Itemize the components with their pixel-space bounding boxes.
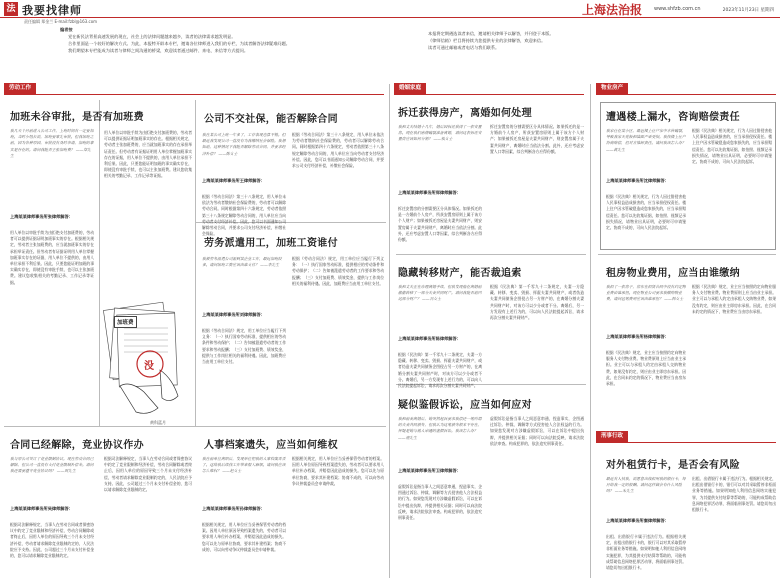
article-title: 劳务派遣用工，加班工资谁付 — [204, 238, 338, 249]
article-question: 我在某公司上班一年多了，工作表现也算不错。但最近我发现公司一直没有为我缴纳社会保险。我想知道，这种情况下我能否解除劳动合同，并要求经济补偿？ ——陈女士 — [202, 132, 286, 156]
article-answerer: 上海某某律师事务所卫律师解答： — [398, 468, 461, 473]
divider — [394, 94, 584, 95]
article-answer-cont: 根据《民法典》规定，业主应当按照约定向物业服务人支付物业费。物业费原则上应当由业主承担。业主可以与承租人约定由承租人交纳物业费，如果没有约定，则应由业主即房东承担。因此，在合同未约定的情况下，物业费应当由房东承担。 — [692, 284, 776, 314]
article-title: 隐藏转移财产，能否裁追索 — [398, 268, 522, 279]
article-title: 加班未谷审批，是否有加班费 — [10, 112, 144, 123]
article-answer-cont: 根据《劳动合同法》规定，用工单位应当履行下列义务：（一）执行国家劳动标准，提供相应的劳动条件和劳动保护；（二）告知被派遣劳动者的工作要求和劳动报酬；（三）支付加班费、绩效奖金，提供与工作岗位相关的福利待遇。因此，加班费应当由用工单位支付。 — [292, 256, 384, 286]
article-answer: 根据司法解释规定，当事人在劳动合同或者保密协议中约定了竞业限制和经济补偿，劳动合同解除或者终止后，因用人单位的原因导致三个月未支付经济补偿，劳动者请求解除竞业限制约定的，人民法院应予支持。因此，公司超过三个月未支付补偿金的，您可以请求解除竞业限制约定。 — [10, 522, 94, 559]
divider — [596, 442, 776, 443]
editor-note-para: 党在新民法背景高速发展的现在，社会上的法律问题越来越多，读者的法律需求越发明显。 — [68, 34, 236, 39]
column-rule — [389, 84, 390, 578]
row-rule — [396, 254, 586, 255]
editor-note-para: 读者可通过邮箱或者电话与我们联系。 — [428, 45, 500, 50]
editor-line: 责任编辑 郑金兰 E-mail:fzbl@163.com — [24, 19, 98, 24]
article-answer: 根据《民法典》相关规定，行为人因过错侵害他人民事权益造成损害的，应当承担侵权责任。楼上住户因水管破裂造成您家损失的，应当承担赔偿责任。您可以先收集证据，如拍照、视频记录损失情况，请物业出具证明，必要时可申请鉴定。协商不成的，可向人民法院起诉。 — [606, 194, 686, 231]
article-answer-cont: 根据相关规定，用人单位应当妥善保管劳动者的档案。因用人单位原因导致档案遗失的，劳动者可以要求用人单位补办档案，并赔偿因此造成的损失。您可以先与原单位协商，要求其补建档案；协商不成的，可以向劳动争议仲裁委员会申请仲裁。 — [292, 456, 384, 486]
article-answer-cont: 虚假诉讼是指当事人之间恶意串通，捏造事实，企图通过诉讼、仲裁、调解等方式侵害他人合法权益的行为。如果您发现对方涉嫌虚假诉讼，可以在诉讼中提出抗辩，并提供相关证据；同时可以向法院反映，请求法院依法审查。构成犯罪的，依法追究刑事责任。 — [490, 416, 584, 446]
article-title: 租房物业费用，应当由谁缴纳 — [606, 268, 740, 279]
article-answer: 根据《劳动合同法》规定，用工单位应当履行下列义务：（一）执行国家劳动标准，提供相应的劳动条件和劳动保护；（二）告知被派遣劳动者的工作要求和劳动报酬；（三）支付加班费、绩效奖金，提供与工作岗位相关的福利待遇。因此，加班费应当由用工单位支付。 — [202, 328, 286, 365]
newspaper-logo-icon: 法 — [4, 2, 18, 16]
article-answer: 虚假诉讼是指当事人之间恶意串通，捏造事实，企图通过诉讼、仲裁、调解等方式侵害他人合法权益的行为。如果您发现对方涉嫌虚假诉讼，可以在诉讼中提出抗辩，并提供相关证据；同时可以向法院反映，请求法院依法审查。构成犯罪的，依法追究刑事责任。 — [398, 484, 482, 521]
divider — [596, 94, 776, 95]
article-answerer: 上海某某律师事务所郑律师解答： — [398, 190, 461, 195]
folder-label: 加班费 — [114, 316, 137, 328]
tag-criminal: 刑事行政 — [596, 431, 628, 442]
article-answer-cont: 根据《民法典》第一千零九十二条规定，夫妻一方隐藏、转移、变卖、毁损、挥霍夫妻共同财产，或者伪造夫妻共同债务企图侵占另一方财产的，在离婚分割夫妻共同财产时，对该方可以少分或者不分。离婚后，另一方发现有上述行为的，可以向人民法院提起诉讼，请求再次分割夫妻共同财产。 — [490, 284, 584, 321]
article-answerer: 上海某某律师事务所沈律师解答： — [606, 178, 669, 183]
article-question: 我与原公司签订了竞业限制协议。现在劳动合同已解除，但公司一直没有支付竞业限制补偿金。请问我还需要遵守竞业协议吗？ ——周先生 — [10, 456, 94, 474]
tag-marriage: 婚姻家庭 — [394, 83, 426, 94]
article-question: 我和前妻离婚后，她突然起诉要求我偿还一笔所谓的夫妻共同债务，但我认为这笔债务根本不存在，怀疑是她与他人串通的虚假诉讼。我该怎么办？ ——褚先生 — [398, 416, 482, 440]
article-answer: 根据《民法典》规定，业主应当按照约定向物业服务人支付物业费。物业费原则上应当由业主承担。业主可以与承租人约定由承租人交纳物业费，如果没有约定，则应由业主即房东承担。因此，在合同未约定的情况下，物业费应当由房东承担。 — [606, 350, 686, 387]
article-answer-cont: 用人单位以审批手续为由拒绝支付加班费的，劳动者可以提供证据证明加班事实的存在。根据相关规定，劳动者主张加班费的，应当就加班事实的存在承担举证责任。但劳动者有证据证明用人单位掌握加班事实存在的证据，用人单位不提供的，由用人单位承担不利后果。因此，只要您能证明加班的事实确实存在，即使没有审批手续，也可以主张加班费。建议您收集相关的考勤记录、工作记录等证据。 — [104, 130, 192, 179]
article-answer-cont: 根据《民法典》相关规定，行为人因过错侵害他人民事权益造成损害的，应当承担侵权责任。楼上住户因水管破裂造成您家损失的，应当承担赔偿责任。您可以先收集证据，如拍照、视频记录损失情况，请物业出具证明，必要时可申请鉴定。协商不成的，可向人民法院起诉。 — [692, 128, 772, 165]
article-answer: 根据相关规定，用人单位应当妥善保管劳动者的档案。因用人单位原因导致档案遗失的，劳动者可以要求用人单位补办档案，并赔偿因此造成的损失。您可以先与原单位协商，要求其补建档案；协商不成的，可以向劳动争议仲裁委员会申请仲裁。 — [202, 522, 286, 552]
newspaper-url[interactable]: www.shfzb.com.cn — [654, 6, 701, 12]
editor-note-para: 合作里面是一个较好的解决方式。为此，本报特开辟本专栏，邀请各位律师进入我们的专栏，为读者解答法律疑难问题。 — [68, 41, 290, 46]
masthead — [0, 0, 780, 18]
article-title: 人事档案遗失，应当如何维权 — [204, 440, 338, 451]
tag-labor: 劳动工作 — [4, 83, 36, 94]
article-title: 疑似鉴假诉讼，应当如何应对 — [398, 400, 532, 411]
newspaper-name: 上海法治报 — [582, 3, 643, 17]
editor-note-para: 我们期望本专栏能成为读者与律师之间沟通的桥梁，欢迎读者通过邮件、来电、来信等方式提问。 — [68, 48, 249, 53]
tag-property: 物业房产 — [596, 83, 628, 94]
column-rule — [590, 84, 591, 578]
article-title: 合同已经解除，竞业协议作办 — [10, 440, 144, 451]
article-title: 拆迁获得房产，离婚如何处理 — [398, 108, 532, 119]
row-rule — [4, 426, 386, 427]
overtime-pay-illustration — [100, 300, 190, 422]
article-answerer: 上海某某律师事务所陈律师解答： — [398, 336, 461, 341]
article-answer: 根据《民法典》第一千零九十二条规定，夫妻一方隐藏、转移、变卖、毁损、挥霍夫妻共同财产，或者伪造夫妻共同债务企图侵占另一方财产的，在离婚分割夫妻共同财产时，对该方可以少分或者不分。离婚后，另一方发现有上述行为的，可以向人民法院提起诉讼，请求再次分割夫妻共同财产。 — [398, 352, 482, 389]
illustration-credit: 黄科蓝月 — [150, 420, 166, 425]
article-answerer: 上海某某律师事务所吴律师解答： — [10, 506, 73, 511]
divider — [4, 94, 384, 95]
article-question: 最近有人找我，说愿意出钱租用我的银行卡，每月给我一定的报酬。请问这样做会有什么风险吗？ ——朱先生 — [606, 476, 686, 494]
article-answer-cont: 拆迁安置房的分割需要区分具体情况。如果拆迁的是一方婚前个人房产，所获安置房原则上属于该方个人财产；如果被拆迁房屋是夫妻共同财产，则安置房属于夫妻共同财产，离婚时应当依法分割。此外，还应考虑安置人口等因素，综合判断各方应得份额。 — [490, 124, 584, 154]
section-title: 我要找律师 — [22, 4, 82, 17]
article-answer: 出租、出借银行卡属于违法行为。根据相关规定，出租出借银行卡的，银行可以对其采取暂停非柜面业务等措施。如果明知他人利用信息网络实施犯罪，为其提供支付结算等帮助的，可能构成帮助信息网络犯罪活动罪，将面临刑事处罚。请您切勿出租银行卡。 — [606, 534, 686, 571]
article-question: 我被劳务派遣公司派到某企业工作，最近加班较多。请问加班工资应该由谁支付？ ——李先生 — [202, 256, 282, 268]
article-question: 我租了一套房子，房东在租赁合同中没有约定物业费由谁承担。现在物业公司要求我缴纳物业费，请问这笔费用应该由谁承担？ ——韩女士 — [606, 284, 686, 302]
editor-note-para: 《律师信箱》栏目将持续为您提供专业的法律解答，欢迎来信。 — [428, 38, 546, 43]
article-answer-cont: 根据司法解释规定，当事人在劳动合同或者保密协议中约定了竞业限制和经济补偿，劳动合同解除或者终止后，因用人单位的原因导致三个月未支付经济补偿，劳动者请求解除竞业限制约定的，人民法院应予支持。因此，公司超过三个月未支付补偿金的，您可以请求解除竞业限制约定。 — [104, 456, 192, 493]
article-question: 我家住在某小区，最近楼上住户家中水管破裂，导致我家天花板和墙面严重受损。我找楼上住户协商赔偿，但对方推卸责任。请问我该怎么办？ ——蒋先生 — [606, 128, 686, 152]
article-title: 公司不交社保，能否解除合同 — [204, 114, 338, 125]
article-question: 我在前单位离职后，发现单位把我的人事档案弄丢了。这给我后续找工作带来很大麻烦。请问我应该怎么维权？ ——赵女士 — [202, 456, 286, 474]
article-question: 我和丈夫结婚十几年，婚后因拆迁获得了一套安置房。现在我们感情破裂准备离婚，请问这套拆迁安置房应该如何分割？ ——钱女士 — [398, 124, 482, 142]
article-answer: 拆迁安置房的分割需要区分具体情况。如果拆迁的是一方婚前个人房产，所获安置房原则上属于该方个人财产；如果被拆迁房屋是夫妻共同财产，则安置房属于夫妻共同财产，离婚时应当依法分割。此外，还应考虑安置人口等因素，综合判断各方应得份额。 — [398, 206, 482, 243]
article-answerer: 上海某某律师事务所张律师解答： — [10, 214, 73, 219]
article-answerer: 上海某某律师事务所秦律师解答： — [606, 518, 669, 523]
article-title: 遭遇楼上漏水，咨询赔偿责任 — [606, 112, 740, 123]
editor-note-para: 本报将定期遴选读者来信，邀请相关律师予以解答，并刊登于本版。 — [428, 31, 554, 36]
article-answer-cont: 根据《劳动合同法》第三十八条规定，用人单位未依法为劳动者缴纳社会保险费的，劳动者可以解除劳动合同。同时根据第四十六条规定，劳动者依照第三十八条规定解除劳动合同的，用人单位应当向劳动者支付经济补偿。因此，您可以书面通知公司解除劳动合同，并要求公司支付经济补偿，补缴社会保险。 — [292, 132, 384, 169]
article-title: 对外租赁行卡，是否会有风险 — [606, 460, 740, 471]
article-answerer: 上海某某律师事务所刘律师解答： — [202, 312, 265, 317]
issue-date: 2023年11月23日 星期四 — [722, 8, 774, 13]
article-answerer: 上海某某律师事务所杨律师解答： — [606, 334, 669, 339]
article-question: 我和丈夫正在办理离婚手续，但我发现他在离婚前偷偷转移了一部分夫妻共同财产。请问我能否追回这部分财产？ ——冯女士 — [398, 284, 482, 302]
column-rule — [195, 100, 196, 426]
article-answerer: 上海某某律师事务所孙律师解答： — [202, 506, 265, 511]
article-question: 我几天个月前进入公司工作，上班时间有一定要加班。当时小组长说，加班要事先审批。但我加班之前，因为各种原因，审批没有及时申请，加班的事实是存在的。请问我能否主张加班费？ ——郑先生 — [10, 128, 94, 158]
editor-note — [60, 26, 360, 54]
stamp-mark: 没 — [144, 361, 154, 372]
article-answer-cont: 出租、出借银行卡属于违法行为。根据相关规定，出租出借银行卡的，银行可以对其采取暂停非柜面业务等措施。如果明知他人利用信息网络实施犯罪，为其提供支付结算等帮助的，可能构成帮助信息网络犯罪活动罪，将面临刑事处罚。请您切勿出租银行卡。 — [692, 476, 776, 513]
editor-note-right — [420, 30, 740, 51]
article-answer: 用人单位以审批手续为由拒绝支付加班费的，劳动者可以提供证据证明加班事实的存在。根据相关规定，劳动者主张加班费的，应当就加班事实的存在承担举证责任。但劳动者有证据证明用人单位掌握加班事实存在的证据，用人单位不提供的，由用人单位承担不利后果。因此，只要您能证明加班的事实确实存在，即使没有审批手续，也可以主张加班费。建议您收集相关的考勤记录、工作记录等证据。 — [10, 230, 94, 285]
article-answerer: 上海某某律师事务所王律师解答： — [202, 178, 265, 183]
editor-note-title: 编者按 — [60, 27, 73, 32]
row-rule — [598, 254, 776, 255]
article-answer: 根据《劳动合同法》第三十八条规定，用人单位未依法为劳动者缴纳社会保险费的，劳动者可以解除劳动合同。同时根据第四十六条规定，劳动者依照第三十八条规定解除劳动合同的，用人单位应当向劳动者支付经济补偿。因此，您可以书面通知公司解除劳动合同，并要求公司支付经济补偿，补缴社会保险。 — [202, 194, 286, 237]
